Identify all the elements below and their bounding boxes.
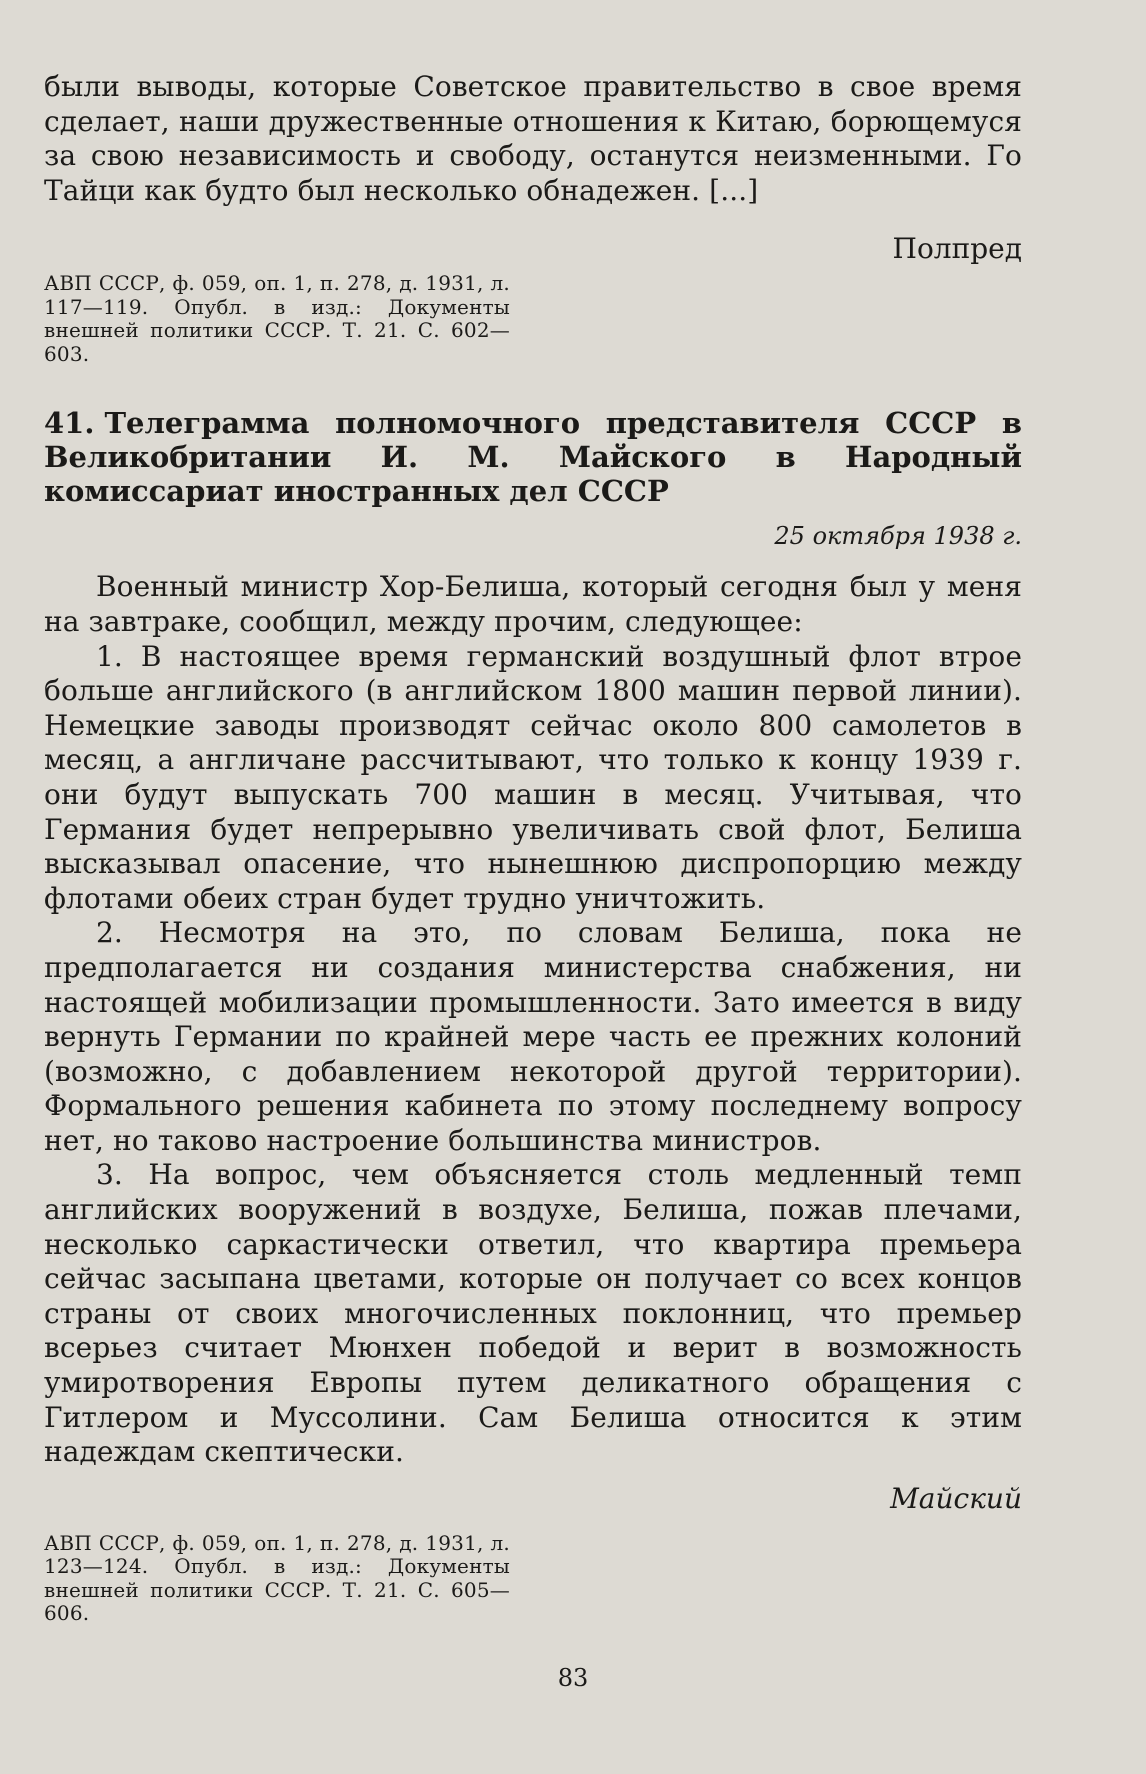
document-number: 41. [44, 406, 95, 441]
document-title: Телеграмма полномочного представителя СССР в Великобритании И. М. Майского в Народный комиссариат иностранных дел СССР [44, 406, 1022, 509]
previous-document-signature: Полпред [892, 232, 1022, 266]
document-point-1: 1. В настоящее время германский воздушный флот втрое больше английского (в английском 1800 машин первой линии). Немецкие заводы производят сейчас около 800 самолетов в месяц, а англичане рассчитывают, что только к концу 1939 г. они будут выпускать 700 машин в месяц. Учитывая, что Германия будет непрерывно увеличивать свой флот, Белиша высказывал опасение, что нынешнюю диспропорцию между флотами обеих стран будет трудно уничтожить. [44, 639, 1022, 915]
document-intro-paragraph: Военный министр Хор-Белиша, который сегодня был у меня на завтраке, сообщил, между прочим, следующее: [44, 570, 1022, 638]
document-date: 25 октября 1938 г. [774, 522, 1022, 551]
document-heading [44, 406, 1022, 508]
previous-document-closing-paragraph: были выводы, которые Советское правительство в свое время сделает, наши дружественные отношения к Китаю, борющемуся за свою независимость и свободу, останутся неизменными. Го Тайци как будто был несколько обнадежен. [...] [44, 70, 1022, 207]
page-number: 83 [557, 1664, 589, 1692]
text-column [44, 70, 1022, 1626]
document-point-3: 3. На вопрос, чем объясняется столь медленный темп английских вооружений в воздухе, Белиша, пожав плечами, несколько саркастически ответил, что квартира премьера сейчас засыпана цветами, которые он получает со всех концов страны от своих многочисленных поклонниц, что премьер всерьез считает Мюнхен победой и верит в возможность умиротворения Европы путем деликатного обращения с Гитлером и Муссолини. Сам Белиша относится к этим надеждам скептически. [44, 1158, 1022, 1469]
document-signature: Майский [890, 1481, 1022, 1515]
document-point-2: 2. Несмотря на это, по словам Белиша, пока не предполагается ни создания министерства снабжения, ни настоящей мобилизации промышленности. Зато имеется в виду вернуть Германии по крайней мере часть ее прежних колоний (возможно, с добавлением некоторой другой территории). Формального решения кабинета по этому последнему вопросу нет, но таково настроение большинства министров. [44, 916, 1022, 1157]
document-source-note: АВП СССР, ф. 059, оп. 1, п. 278, д. 1931, л. 123—124. Опубл. в изд.: Документы внешней политики СССР. Т. 21. С. 605—606. [44, 1530, 510, 1626]
previous-document-source-note: АВП СССР, ф. 059, оп. 1, п. 278, д. 1931, л. 117—119. Опубл. в изд.: Документы внешней политики СССР. Т. 21. С. 602—603. [44, 271, 510, 366]
